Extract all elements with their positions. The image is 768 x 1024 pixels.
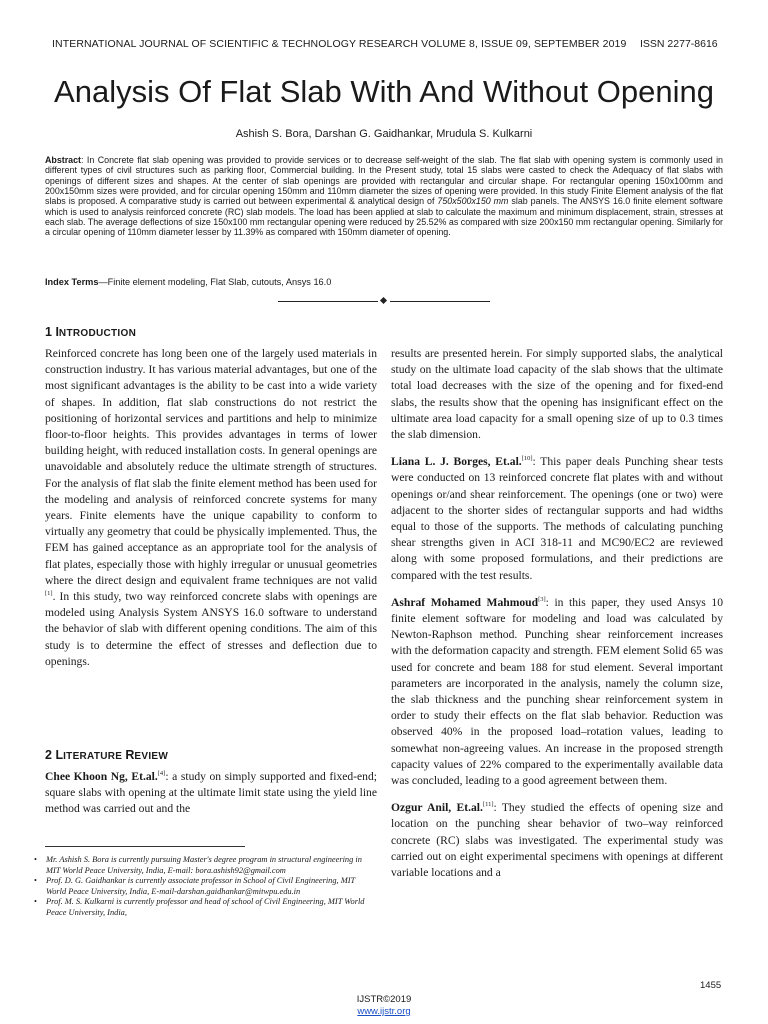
heading-literature-review: 2 LITERATURE REVIEW — [45, 748, 169, 762]
lit-continued: results are presented herein. For simply supported slabs, the analytical study on the ultimate load capacity of the slab shows that the ultimate total load decreases with the size of the opening and for fixed-end slabs, the results show that the opening has insignificant effect on the ultimate area load capacity for a small opening size of up to 0.3 times the slab dimension. — [391, 347, 723, 442]
footnote-item: • Prof. D. G. Gaidhankar is currently associate professor in School of Civil Engineering, MIT World Peace University, India, E-mail-darshan.gaidhankar@mitwpu.edu.in — [34, 876, 355, 896]
intro-text-b: . In this study, two way reinforced concrete slabs with openings are modeled using Analysis System ANSYS 16.0 software to understand the behavior of slab with different opening conditions. The aim of this study is to determine the effect of stresses and deflection due to openings. — [45, 590, 377, 668]
abstract-text-2: slab panels. The ANSYS 16.0 finite element software which is used to analysis reinforced concrete (RC) slab models. The load has been applied at slab to calculate the maximum and minimum displacement, strain, stresses at each slab. The average deflections of size 150x100 mm rectangular opening were reduced by 25.52% as compared with size 200x150 mm rectangular opening. Similarly for a circular opening of 110mm diameter lesser by 11.39% as compared with 150mm diameter of opening. — [45, 196, 723, 238]
abstract-dims: 750x500x150 mm — [437, 196, 509, 207]
lit-author: Chee Khoon Ng, Et.al. — [45, 770, 158, 783]
intro-text-a: Reinforced concrete has long been one of the largely used materials in construction industry. It has various material advantages, but one of the most significant advantages is the ability to be cast into a wide variety of shapes. In addition, flat slab constructions do not restrict the positioning of horizontal services and partitions and help to minimize floor-to-floor heights. This provides advantages in terms of lower building height, with reduced installation costs. In general openings are unavoidable and absolutely reduce the ultimate strength of structures. For the analysis of flat slab the finite element method has been used for the modeling and analysis of reinforced concrete systems for many years. Finite elements have the unique capability to conform to virtually any geometry that could be physically implemented. Thus, the FEM has gained acceptance as an appropriate tool for the analysis of flat plates, especially those with highly irregular or unusual geometries where the direct design and equivalent frame techniques are not valid — [45, 347, 377, 587]
lit-paragraph: Ozgur Anil, Et.al.[11]: They studied the effects of opening size and location on the punching shear behavior of two–way reinforced concrete (RC) slabs was investigated. The experimental study was carried out on eight experimental specimens with openings at different variable locations and a — [391, 801, 723, 880]
intro-body — [45, 346, 377, 670]
abstract-label: Abstract — [45, 155, 82, 165]
abstract — [45, 155, 723, 238]
citation: [10] — [521, 455, 533, 463]
issn: ISSN 2277-8616 — [640, 38, 718, 50]
authors: Ashish S. Bora, Darshan G. Gaidhankar, Mrudula S. Kulkarni — [235, 128, 533, 140]
citation: [4] — [157, 770, 166, 778]
divider-diamond-icon — [380, 297, 387, 304]
index-terms — [45, 277, 331, 287]
literature-left-body — [45, 769, 377, 818]
citation: [11] — [482, 801, 494, 809]
paper-title: Analysis Of Flat Slab With And Without Opening — [54, 74, 714, 109]
index-terms-label: Index Terms — [45, 277, 99, 287]
citation: [3] — [538, 595, 546, 603]
index-terms-text: —Finite element modeling, Flat Slab, cutouts, Ansys 16.0 — [98, 277, 332, 287]
journal-header: INTERNATIONAL JOURNAL OF SCIENTIFIC & TECHNOLOGY RESEARCH VOLUME 8, ISSUE 09, SEPTEMBER 2019 — [52, 38, 627, 50]
footer-brand: IJSTR©2019 — [356, 994, 412, 1005]
footnote-rule — [45, 846, 245, 847]
literature-right-body — [391, 346, 723, 881]
abstract-text-1: : In Concrete flat slab opening was provided to provide services or to decrease self-weight of the slab. The flat slab with opening system is commonly used in different types of civil structures such as parking floor, Commercial building. In the Present study, total 15 slabs were casted to check the Adequacy of flat slabs with openings of different sizes and shapes. At the center of slab openings are provided with rectangular and circular shape. For rectangular opening 150x100mm and 200x150mm sizes were provided, and for circular opening 150mm and 110mm diameter the sizes of opening were provided. In this study Finite Element analysis of the flat slabs is proposed. A comparative study is carried out between experimental & analytical design of — [45, 155, 723, 207]
lit-paragraph: Ashraf Mohamed Mahmoud[3]: in this paper, they used Ansys 10 finite element software for modeling and load was calculated by Newton-Raphson method. Punching shear reinforcement increases with the deformation capacity and strength. FEM element Solid 65 was used for concrete and beam 188 for stud element. Several important parameters are incorporated in the analysis, namely the column size, the slab thickness and the punching shear reinforcement system in order to study their effects on the flat slab behavior. Reduction was observed 40% in the proposed load–rotation values, leading to somewhat non-agreeing values. An increase in the proposed strength capacity values of 22% compared to the experimentally available data was concluded, leading to a good agreement between them. — [391, 595, 723, 788]
citation: [1] — [45, 590, 53, 598]
footnote-item: • Prof. M. S. Kulkarni is currently professor and head of school of Civil Engineering, MIT World Peace University, India, — [34, 897, 365, 917]
footnote-item: • Mr. Ashish S. Bora is currently pursuing Master's degree program in structural engineering in MIT World Peace University, India, E-mail: bora.ashish92@gmail.com — [34, 855, 362, 875]
page-number: 1455 — [700, 980, 722, 991]
section-divider — [278, 298, 490, 304]
author-footnotes — [32, 855, 372, 919]
heading-introduction: 1 INTRODUCTION — [45, 325, 137, 339]
lit-text: : a study on simply supported and fixed-end; square slabs with opening at the ultimate limit state using the yield line method was carried out and the — [45, 770, 377, 816]
footer-link[interactable]: www.ijstr.org — [357, 1006, 411, 1017]
lit-paragraph: Liana L. J. Borges, Et.al.[10]: This paper deals Punching shear tests were conducted on 13 reinforced concrete flat plates with and without openings or/and shear reinforcement. The openings (one or two) were adjacent to the shorter sides of rectangular supports and had widths equal to those of the supports. The methods of calculating punching shear strengths given in ACI 318-11 and MC90/EC2 are reviewed along with some proposed formulations, and their predictions are compared with the test results. — [391, 455, 723, 582]
